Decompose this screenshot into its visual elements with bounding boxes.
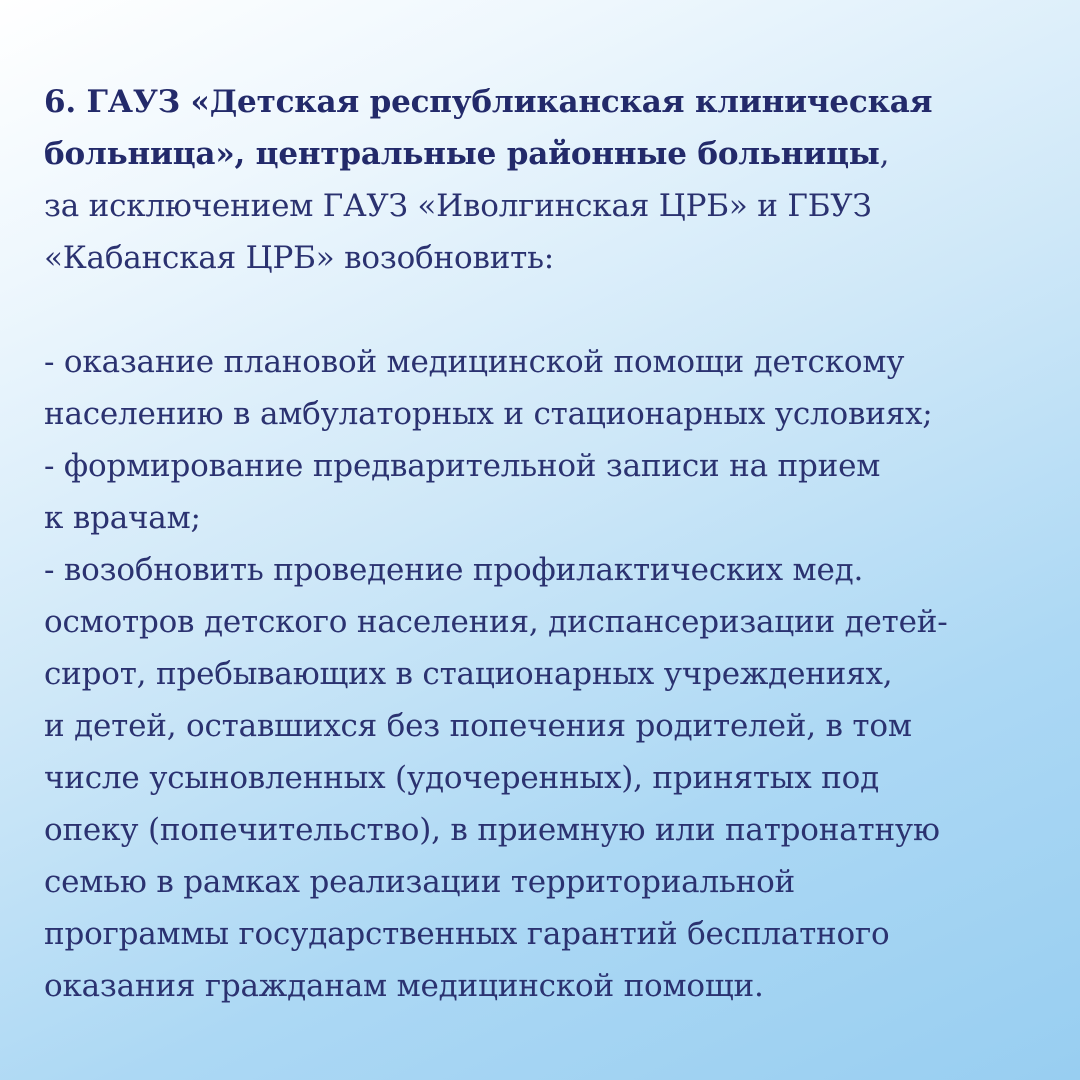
heading-line-1: 6. ГАУЗ «Детская республиканская клиническая (44, 84, 933, 120)
list-line: опеку (попечительство), в приемную или патронатную (44, 812, 940, 848)
heading-line-2-bold: больница», центральные районные больницы (44, 136, 880, 172)
list-line: - формирование предварительной записи на прием (44, 448, 881, 484)
list-line: семью в рамках реализации территориальной (44, 864, 796, 900)
intro-line-2: «Кабанская ЦРБ» возобновить: (44, 240, 555, 276)
list-line: осмотров детского населения, диспансеризации детей- (44, 604, 948, 640)
list-line: сирот, пребывающих в стационарных учреждениях, (44, 656, 893, 692)
list-line: программы государственных гарантий бесплатного (44, 916, 890, 952)
list-line: к врачам; (44, 500, 201, 536)
list-line: оказания гражданам медицинской помощи. (44, 968, 764, 1004)
heading-line-2 (44, 134, 889, 174)
list-line: числе усыновленных (удочеренных), принятых под (44, 760, 879, 796)
heading-line-2-tail: , (879, 136, 890, 172)
list-line: и детей, оставшихся без попечения родителей, в том (44, 708, 912, 744)
list-line: - оказание плановой медицинской помощи детскому (44, 344, 905, 380)
intro-line-1: за исключением ГАУЗ «Иволгинская ЦРБ» и ГБУЗ (44, 188, 872, 224)
list-line: - возобновить проведение профилактических мед. (44, 552, 864, 588)
list-line: населению в амбулаторных и стационарных условиях; (44, 396, 933, 432)
